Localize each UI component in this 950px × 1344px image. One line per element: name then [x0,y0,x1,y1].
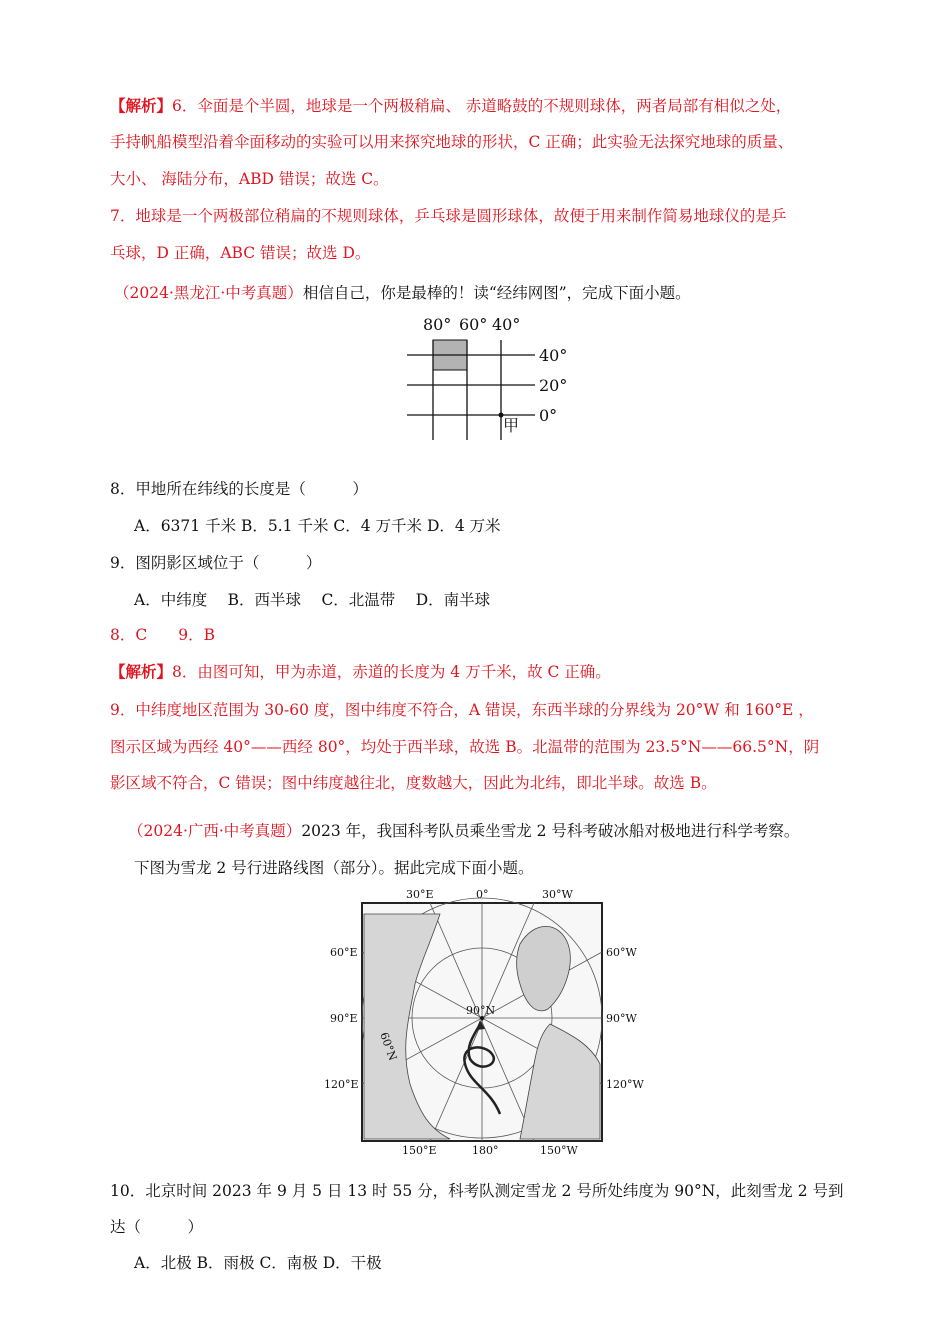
map-label-120E: 120°E [324,1078,359,1091]
question-8-stem: 8．甲地所在纬线的长度是（ ） [110,480,368,498]
analysis-line-5: 乓球，D 正确，ABC 错误；故选 D。 [110,244,371,262]
analysis-text: 8．由图可知，甲为赤道，赤道的长度为 4 万千米，故 C 正确。 [172,663,611,681]
question-10-stem-2: 达（ ） [110,1218,204,1236]
map-label-90N: 90°N [466,1004,496,1017]
lat-lon-grid-figure [395,310,585,445]
map-label-120W: 120°W [606,1078,644,1091]
question-intro-text: 相信自己，你是最棒的！读“经纬网图”，完成下面小题。 [302,284,691,302]
map-label-30W-top: 30°W [542,888,573,901]
answer-key: 8．C 9．B [110,626,215,644]
question-8-options: A．6371 千米 B．5.1 千米 C．4 万千米 D．4 万米 [134,517,501,535]
answer-9-line-2: 图示区域为西经 40°——西经 80°，均处于西半球，故选 B。北温带的范围为 23.5°N——66.5°N，阴 [110,738,820,756]
lat-label-40: 40° [539,346,568,365]
polar-route-map [320,884,644,1157]
question-10-options: A．北极 B．雨极 C．南极 D．干极 [134,1254,382,1272]
answer-9-line-3: 影区域不符合，C 错误；图中纬度越往北，度数越大，因此为北纬，即北半球。故选 B。 [110,774,717,792]
analysis-line-3: 大小、 海陆分布，ABD 错误；故选 C。 [110,170,389,188]
question-10-stem-1: 10．北京时间 2023 年 9 月 5 日 13 时 55 分，科考队测定雪龙 2 号所处纬度为 90°N，此刻雪龙 2 号到 [110,1182,844,1200]
map-label-30E-top: 30°E [406,888,434,901]
question-intro-text: 2023 年，我国科考队员乘坐雪龙 2 号科考破冰船对极地进行科学考察。 [301,822,800,840]
lon-label-80: 80° [423,315,452,334]
analysis-line-4: 7．地球是一个两极部位稍扁的不规则球体，乒乓球是圆形球体，故便于用来制作简易地球仪的是乒 [110,207,787,225]
analysis-tag: 【解析】 [110,662,173,681]
question-source: （2024·广西·中考真题） [128,822,302,840]
lon-label-40: 40° [492,315,521,334]
map-label-90E: 90°E [330,1012,358,1025]
question-intro-2-line-2: 下图为雪龙 2 号行进路线图（部分）。据此完成下面小题。 [134,859,534,877]
map-label-60E: 60°E [330,946,358,959]
map-label-150W: 150°W [540,1144,578,1157]
answer-8-analysis [110,661,611,683]
question-intro-2 [128,820,799,842]
analysis-line-2: 手持帆船模型沿着伞面移动的实验可以用来探究地球的形状，C 正确；此实验无法探究地球的质量、 [110,133,794,151]
point-jia [499,413,504,418]
question-intro [114,282,691,304]
question-9-stem: 9．图阴影区域位于（ ） [110,554,322,572]
lat-label-20: 20° [539,376,568,395]
analysis-tag: 【解析】 [110,96,173,115]
map-label-0-top: 0° [476,888,489,901]
question-9-options: A．中纬度 B．西半球 C．北温带 D．南半球 [134,591,491,609]
map-label-60N: 60°N [377,1030,400,1063]
map-label-180: 180° [472,1144,499,1157]
point-jia-label: 甲 [503,416,520,435]
analysis-text: 6．伞面是个半圆，地球是一个两极稍扁、 赤道略鼓的不规则球体，两者局部有相似之处， [172,97,792,115]
analysis-line-1 [110,95,791,117]
lon-label-60: 60° [459,315,488,334]
lat-label-0: 0° [539,406,558,425]
answer-9-line-1: 9．中纬度地区范围为 30-60 度，图中纬度不符合，A 错误，东西半球的分界线为 20°W 和 160°E ， [110,701,814,719]
map-label-150E: 150°E [402,1144,437,1157]
map-label-60W: 60°W [606,946,637,959]
map-label-90W: 90°W [606,1012,637,1025]
question-source: （2024·黑龙江·中考真题） [114,284,303,302]
